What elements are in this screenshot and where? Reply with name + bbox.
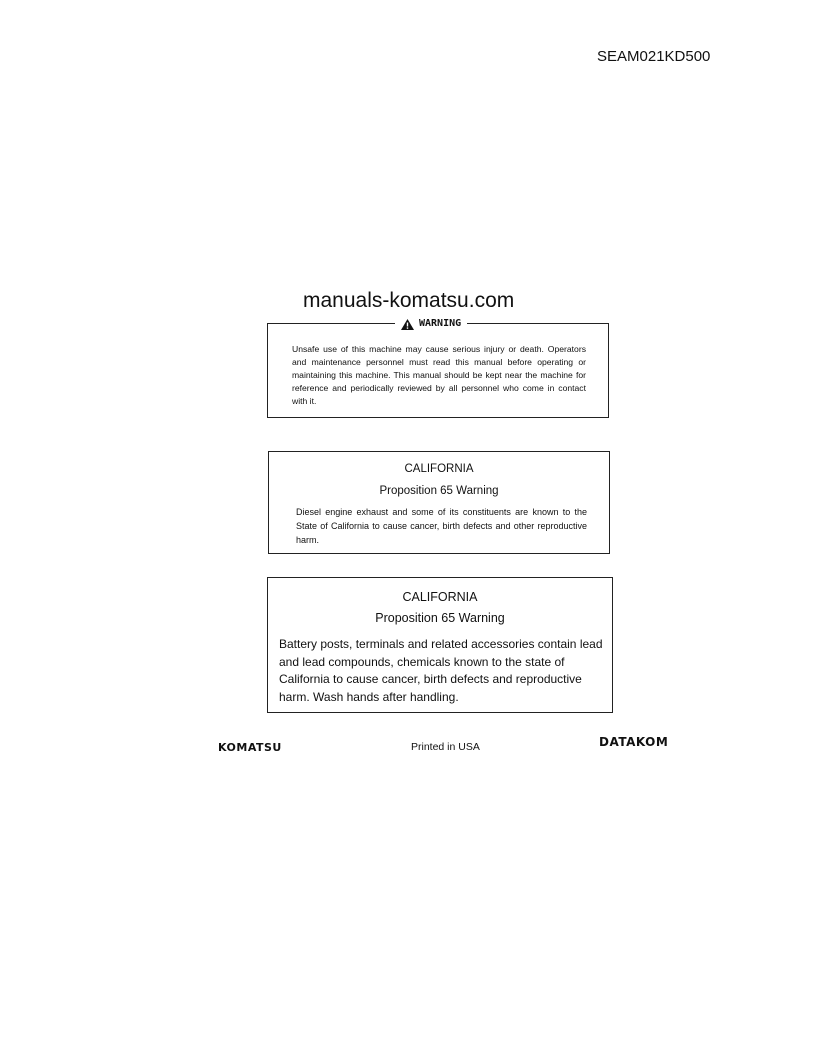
prop65-battery-body: Battery posts, terminals and related accessories contain lead and lead compounds, chemicals known to the state of California to cause cancer, birth defects and reproductive harm. Wash hands after handling. (279, 637, 603, 704)
prop65-exhaust-subtitle: Proposition 65 Warning (379, 485, 499, 497)
warning-box (267, 318, 609, 418)
datakom-logo: DATAKOM (599, 735, 669, 749)
warning-triangle-icon (401, 319, 414, 330)
prop65-battery-subtitle: Proposition 65 Warning (375, 611, 505, 625)
prop65-exhaust-title: CALIFORNIA (404, 463, 474, 475)
watermark-text: manuals-komatsu.com (303, 289, 515, 312)
warning-heading-label: WARNING (419, 318, 462, 329)
warning-heading (395, 318, 467, 330)
komatsu-logo: KOMATSU (218, 741, 282, 754)
document-id: SEAM021KD500 (597, 48, 711, 65)
warning-body: Unsafe use of this machine may cause serious injury or death. Operators and maintenance personnel must read this manual before operating or maintaining this machine. This manual should be kept near the machine for reference and periodically reviewed by all personnel who come in contact with it. (292, 344, 586, 406)
prop65-battery-title: CALIFORNIA (402, 590, 478, 604)
prop65-battery-box (267, 577, 613, 713)
prop65-exhaust-body: Diesel engine exhaust and some of its constituents are known to the State of California to cause cancer, birth defects and other reproductive harm. (296, 507, 587, 545)
printed-in-text: Printed in USA (411, 741, 480, 753)
prop65-exhaust-box (268, 451, 610, 554)
